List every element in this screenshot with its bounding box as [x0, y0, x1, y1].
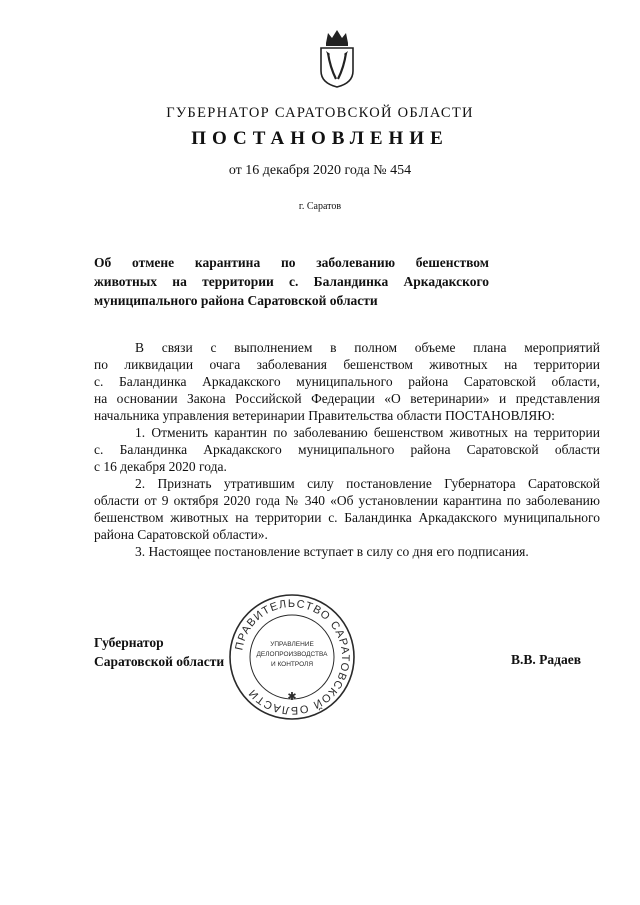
document-date-number: от 16 декабря 2020 года № 454	[228, 163, 412, 178]
body-line: В связи с выполнением в полном объеме плана мероприятий	[135, 340, 600, 355]
body-line: с. Баландинка Аркадакского муниципального района Саратовской области	[94, 442, 600, 457]
stamp-center-line: ДЕЛОПРОИЗВОДСТВА	[256, 651, 328, 658]
document-subject	[94, 253, 489, 310]
document-body	[94, 339, 600, 560]
body-line: 2. Признать утратившим силу постановление Губернатора Саратовской	[135, 476, 600, 491]
stamp-star-icon: ✱	[287, 691, 297, 703]
body-line: 1. Отменить карантин по заболеванию бешенством животных на территории	[135, 425, 600, 440]
document-type: ПОСТАНОВЛЕНИЕ	[191, 128, 449, 149]
body-line: бешенством животных на территории с. Баландинка Аркадакского муниципального	[94, 510, 600, 525]
stamp-center-line: И КОНТРОЛЯ	[270, 661, 314, 668]
official-stamp	[228, 593, 356, 721]
body-line: области от 9 октября 2020 года № 340 «Об установлении карантина по заболеванию	[94, 493, 600, 508]
signatory-title-line: Губернатор	[94, 635, 164, 650]
stamp-center-line: УПРАВЛЕНИЕ	[270, 641, 314, 648]
subject-line: животных на территории с. Баландинка Аркадакского	[94, 274, 489, 289]
subject-line: Об отмене карантина по заболеванию бешенством	[94, 255, 489, 270]
body-line: на основании Закона Российской Федерации «О ветеринарии» и представления	[94, 391, 600, 406]
coat-of-arms-icon	[318, 27, 356, 89]
body-line: 3. Настоящее постановление вступает в силу со дня его подписания.	[135, 544, 529, 559]
body-line: начальника управления ветеринарии Правительства области ПОСТАНОВЛЯЮ:	[94, 408, 555, 423]
signatory-name: В.В. Радаев	[511, 652, 581, 667]
body-line: с 16 декабря 2020 года.	[94, 459, 227, 474]
stamp-ring-text: ПРАВИТЕЛЬСТВО САРАТОВСКОЙ ОБЛАСТИ	[233, 597, 352, 717]
issuer-title: ГУБЕРНАТОР САРАТОВСКОЙ ОБЛАСТИ	[166, 105, 474, 121]
signatory-title	[94, 633, 224, 671]
body-line: с. Баландинка Аркадакского муниципального района Саратовской области,	[94, 374, 600, 389]
body-line: по ликвидации очага заболевания бешенством животных на территории	[94, 357, 600, 372]
signatory-title-line: Саратовской области	[94, 654, 225, 669]
body-line: района Саратовской области».	[94, 527, 268, 542]
document-city: г. Саратов	[298, 201, 342, 212]
subject-line: муниципального района Саратовской области	[94, 293, 378, 308]
